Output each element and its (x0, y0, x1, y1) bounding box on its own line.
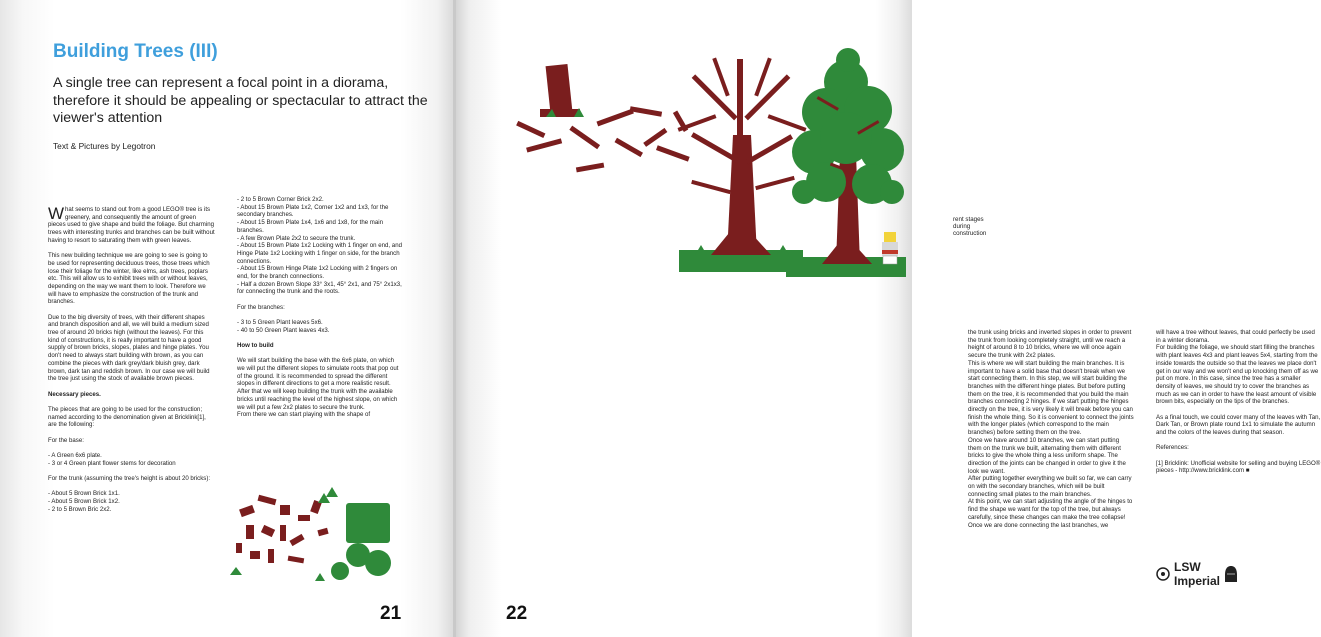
photo-caption: rent stages during construction (953, 216, 987, 237)
page-number: 21 (380, 603, 402, 624)
left-page (0, 0, 455, 637)
leafy-tree-photo (786, 42, 912, 292)
imperial-emblem-icon (1156, 567, 1170, 581)
right-column-1 (968, 329, 1134, 537)
paragraph: The pieces that are going to be used for the construction; named according to the denomination given at Bricklink[1], are the following: (48, 405, 206, 429)
paragraph: For the base: (48, 436, 84, 444)
paragraph: - 3 to 5 Green Plant leaves 5x6. - 40 to 50 Green Plant leaves 4x3. (237, 319, 330, 334)
left-column-1 (48, 206, 215, 521)
paragraph: References: (1156, 444, 1189, 452)
paragraph: Due to the big diversity of trees, with their different shapes and branch disposition and all, we will build a medium sized tree of around 20 bricks high (without the leaves). For this kind of constructions, it is really important to have a good supply of brown bricks, slopes, plates and hinge plates. You don't need to always start building with brown, as you can combine the pieces with dark grey/dark bluish grey, dark brown, dark tan and reddish brown. In our case we will build the tree just using the stock of available brown pieces. (48, 313, 210, 383)
article-subtitle: A single tree can represent a focal point in a diorama, therefore it should be appealing or spectacular to attract the viewer's attention (53, 75, 428, 126)
paragraph: For the branches: (237, 303, 285, 311)
pieces-photo (228, 485, 408, 585)
paragraph: For the trunk (assuming the tree's height is about 20 bricks): (48, 474, 211, 482)
paragraph: - A Green 6x6 plate. - 3 or 4 Green plant flower stems for decoration (48, 451, 176, 467)
section-heading: How to build (237, 342, 274, 350)
byline: Text & Pictures by Legotron (53, 141, 156, 151)
article-title: Building Trees (III) (53, 41, 218, 62)
paragraph: the trunk using bricks and inverted slopes in order to prevent the trunk from looking completely straight, until we reach a height of around 8 to 10 bricks, where we will once again secure the trunk with 2x2 plates. This is where we will start building the main branches. It is important to have a solid base that doesn't break when we start connecting them. In this step, we will start building the branches with the different hinge plates. But before putting them on the tree, it is recommended that you build the main branches connecting 2 hinges. If we start putting the hinges directly on the tree, it is very likely it will break before you can finish the whole thing. So it is convenient to connect the joints with the longer plates (which correspond to the main branches) before setting them on the tree. Once we have around 10 branches, we can start putting them on the trunk we built, alternating them with different bricks to give the whole thing a less uniform shape. The direction of the joints can be changed in order to give it the look we want. After putting together everything we built so far, we can carry on with the secondary branches, which will be built connecting small plates to the main branches. At this point, we can start adjusting the angle of the hinges to find the shape we want for the top of the tree, but always carefully, since these changes can make the tree collapse! Once we are done connecting the last branches, we (968, 329, 1134, 529)
paragraph: [1] Bricklink: Unofficial website for selling and buying LEGO® pieces - http://www.bricklink.com ■ (1156, 459, 1321, 475)
right-column-2 (1156, 329, 1321, 483)
paragraph: As a final touch, we could cover many of the leaves with Tan, Dark Tan, or Brown plate round 1x1 to simulate the autumn and the colors of the leaves during that season. (1156, 413, 1321, 437)
minifigure (882, 232, 898, 264)
logo-text: LSW Imperial (1174, 560, 1221, 588)
paragraph: - 2 to 5 Brown Corner Brick 2x2. - About 15 Brown Plate 1x2, Corner 1x2 and 1x3, for the secondary branches. - About 15 Brown Plate 1x4, 1x6 and 1x8, for the main branches. - A few Brown Plate 2x2 to secure the trunk. - About 15 Brown Plate 1x2 Locking with 1 finger on end, and Hinge Plate 1x2 Locking with 1 finger on side, for the branch connections. - About 15 Brown Hinge Plate 1x2 Locking with 2 fingers on end, for the branch connections. - Half a dozen Brown Slope 33° 3x1, 45° 2x1, and 75° 2x1x3, for connecting the trunk and the roots. (237, 196, 402, 296)
paragraph: - About 5 Brown Brick 1x1. - About 5 Brown Brick 1x2. - 2 to 5 Brown Bric 2x2. (48, 490, 120, 513)
right-page (456, 0, 1321, 637)
section-heading: Necessary pieces. (48, 390, 101, 398)
paragraph: We will start building the base with the 6x6 plate, on which we will put the different slopes to simulate roots that pop out of the ground. It is recommended to spread the different slopes in different directions to get a more realistic result. After that we will keep building the trunk with the available bricks until reaching the level of the highest slope, on which we will put a few 2x2 plates to secure the trunk. From there we can start playing with the shape of (237, 357, 399, 419)
page-number: 22 (506, 603, 528, 624)
left-column-2 (237, 196, 403, 427)
lsw-imperial-logo (1156, 560, 1238, 588)
helmet-icon (1224, 565, 1238, 583)
drop-cap: W (48, 204, 65, 223)
intro-paragraph: What seems to stand out from a good LEGO® tree is its greenery, and consequently the amount of green pieces used to give shape and build the foliage. But charming trees with interesting trunks and branches can be built without having to resort to saturating them with green leaves. (48, 204, 215, 244)
paragraph: will have a tree without leaves, that could perfectly be used in a winter diorama. For building the foliage, we should start filling the branches with plant leaves 4x3 and plant leaves 5x4, starting from the inside towards the outside so that the leaves we place don't get in our way and we won't end up knocking them off as we put on more. In this case, since the tree has a smaller density of leaves, we should try to cover the branches as much as we can in order to have the least amount of visible brown bits, especially on the tips of the branches. (1156, 329, 1319, 406)
paragraph: This new building technique we are going to see is going to be used for representing deciduous trees, those trees which lose their foliage for the winter, like elms, ash trees, poplars etc. This will allow us to exhibit trees with or without leaves, depending on the way we want them to look. Therefore we will have to emphasize the construction of the trunk and branches. (48, 252, 210, 306)
